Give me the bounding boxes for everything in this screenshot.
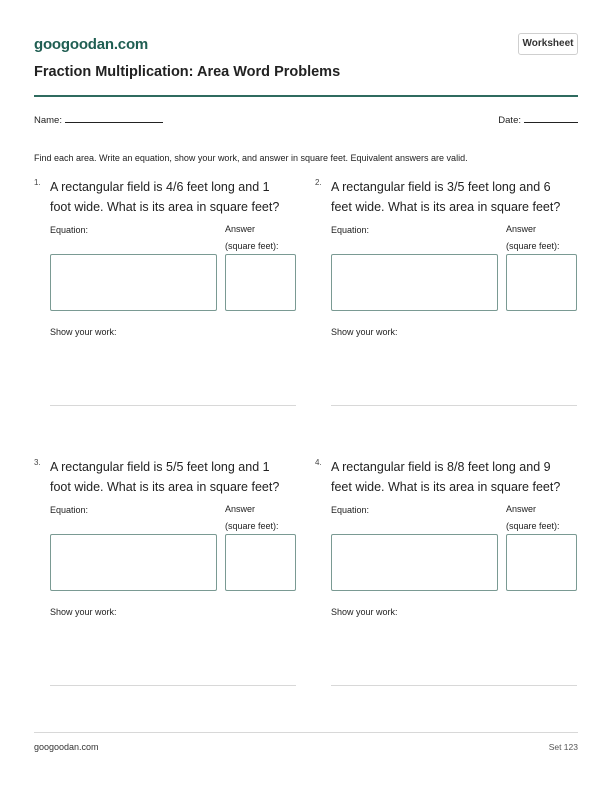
answer-label: Answer (square feet): — [506, 504, 560, 531]
work-area-line[interactable] — [331, 405, 577, 406]
footer-set-number: Set 123 — [548, 742, 578, 752]
equation-label: Equation: — [331, 225, 370, 235]
worksheet-tag: Worksheet — [518, 33, 578, 55]
answer-input-box[interactable] — [506, 254, 577, 311]
equation-label: Equation: — [331, 505, 370, 515]
answer-label: Answer (square feet): — [506, 224, 560, 251]
problem-2 — [315, 177, 563, 437]
date-label: Date: — [498, 115, 521, 126]
answer-label: Answer (square feet): — [225, 224, 279, 251]
work-label: Show your work: — [331, 607, 398, 617]
equation-input-box[interactable] — [50, 534, 217, 591]
work-area-line[interactable] — [331, 685, 577, 686]
problem-number: 3. — [34, 458, 41, 467]
brand-logo-text: googoodan.com — [34, 36, 149, 53]
problem-text: A rectangular field is 4/6 feet long and 1 foot wide. What is its area in square feet? — [50, 180, 280, 214]
header-divider — [34, 95, 578, 97]
page-title: Fraction Multiplication: Area Word Problems — [34, 64, 341, 80]
answer-input-box[interactable] — [506, 534, 577, 591]
problem-1 — [34, 177, 282, 437]
date-input-line[interactable] — [524, 114, 578, 123]
name-input-line[interactable] — [65, 114, 163, 123]
problem-4 — [315, 457, 563, 717]
work-label: Show your work: — [331, 327, 398, 337]
problem-number: 2. — [315, 178, 322, 187]
problem-text: A rectangular field is 3/5 feet long and 6 feet wide. What is its area in square feet? — [331, 180, 561, 214]
equation-input-box[interactable] — [50, 254, 217, 311]
date-field[interactable] — [498, 114, 578, 126]
work-area-line[interactable] — [50, 405, 296, 406]
instructions-text: Find each area. Write an equation, show your work, and answer in square feet. Equivalent answers are valid. — [34, 153, 468, 163]
equation-input-box[interactable] — [331, 254, 498, 311]
problem-text: A rectangular field is 8/8 feet long and 9 feet wide. What is its area in square feet? — [331, 460, 561, 494]
name-label: Name: — [34, 115, 62, 126]
equation-label: Equation: — [50, 505, 89, 515]
answer-input-box[interactable] — [225, 534, 296, 591]
work-area-line[interactable] — [50, 685, 296, 686]
name-field[interactable] — [34, 114, 163, 126]
answer-label: Answer (square feet): — [225, 504, 279, 531]
answer-input-box[interactable] — [225, 254, 296, 311]
equation-label: Equation: — [50, 225, 89, 235]
problem-3 — [34, 457, 282, 717]
work-label: Show your work: — [50, 607, 117, 617]
problem-text: A rectangular field is 5/5 feet long and 1 foot wide. What is its area in square feet? — [50, 460, 280, 494]
work-label: Show your work: — [50, 327, 117, 337]
footer-site: googoodan.com — [34, 742, 99, 752]
equation-input-box[interactable] — [331, 534, 498, 591]
footer-divider — [34, 732, 578, 733]
problem-number: 1. — [34, 178, 41, 187]
problem-number: 4. — [315, 458, 322, 467]
